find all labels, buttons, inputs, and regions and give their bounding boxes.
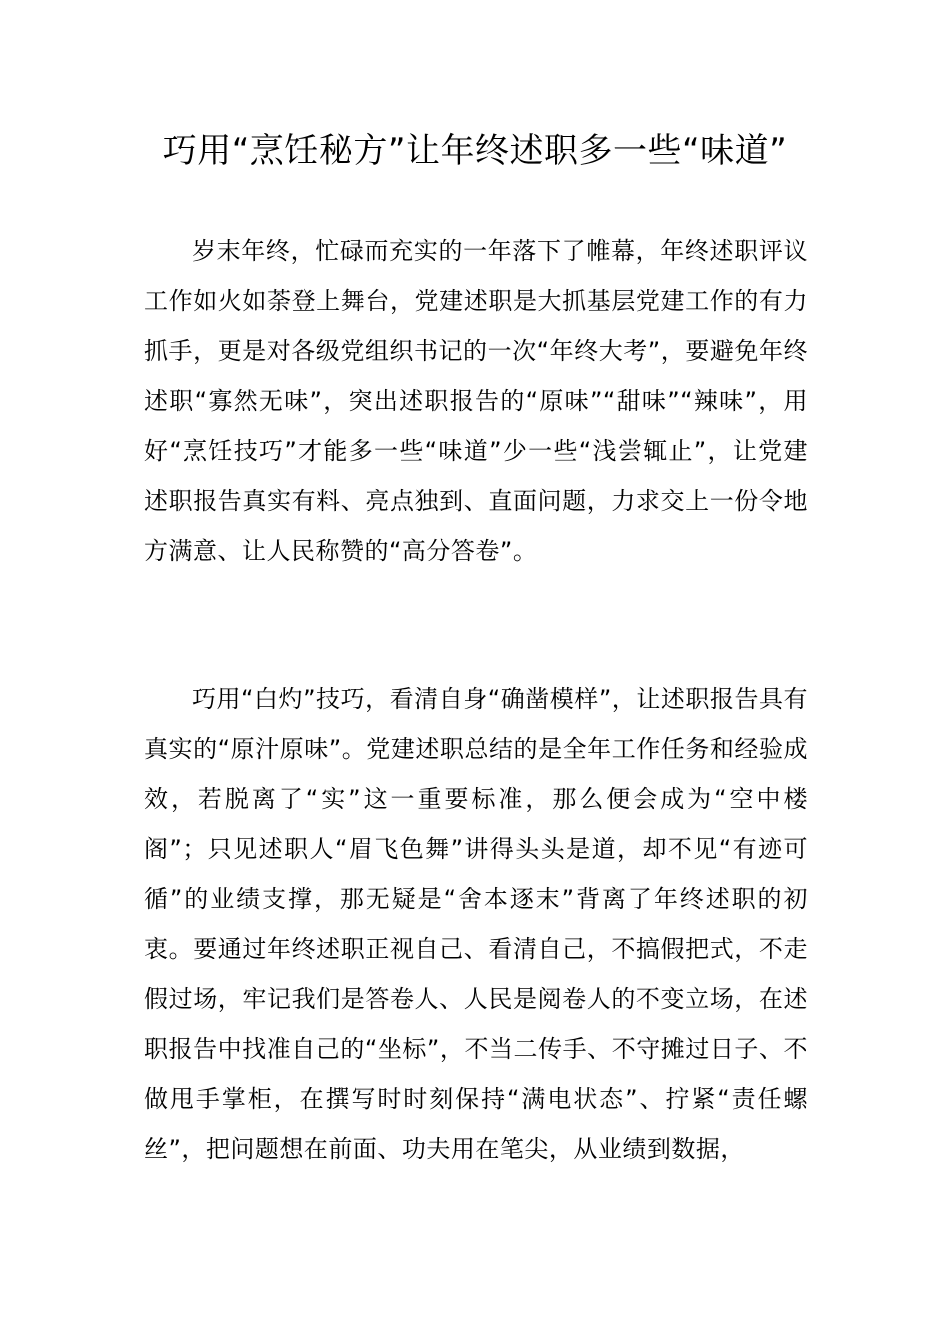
paragraph-intro: 岁末年终，忙碌而充实的一年落下了帷幕，年终述职评议工作如火如荼登上舞台，党建述职是大抓基层党建工作的有力抓手，更是对各级党组织书记的一次“年终大考”，要避免年终述职“寡然无味”，突出述职报告的“原味”“甜味”“辣味”，用好“烹饪技巧”才能多一些“味道”少一些“浅尝辄止”，让党建述职报告真实有料、亮点独到、直面问题，力求交上一份令地方满意、让人民称赞的“高分答卷”。	[144, 237, 808, 565]
paragraph-boiling-technique: 巧用“白灼”技巧，看清自身“确凿模样”，让述职报告具有真实的“原汁原味”。党建述职总结的是全年工作任务和经验成效，若脱离了“实”这一重要标准，那么便会成为“空中楼阁”；只见述职人“眉飞色舞”讲得头头是道，却不见“有迹可循”的业绩支撑，那无疑是“舍本逐末”背离了年终述职的初衷。要通过年终述职正视自己、看清自己，不搞假把式，不走假过场，牢记我们是答卷人、人民是阅卷人的不变立场，在述职报告中找准自己的“坐标”，不当二传手、不守摊过日子、不做甩手掌柜，在撰写时时刻保持“满电状态”、拧紧“责任螺丝”，把问题想在前面、功夫用在笔尖，从业绩到数据，	[144, 685, 808, 1163]
document-title: 巧用“烹饪秘方”让年终述职多一些“味道”	[162, 131, 788, 171]
